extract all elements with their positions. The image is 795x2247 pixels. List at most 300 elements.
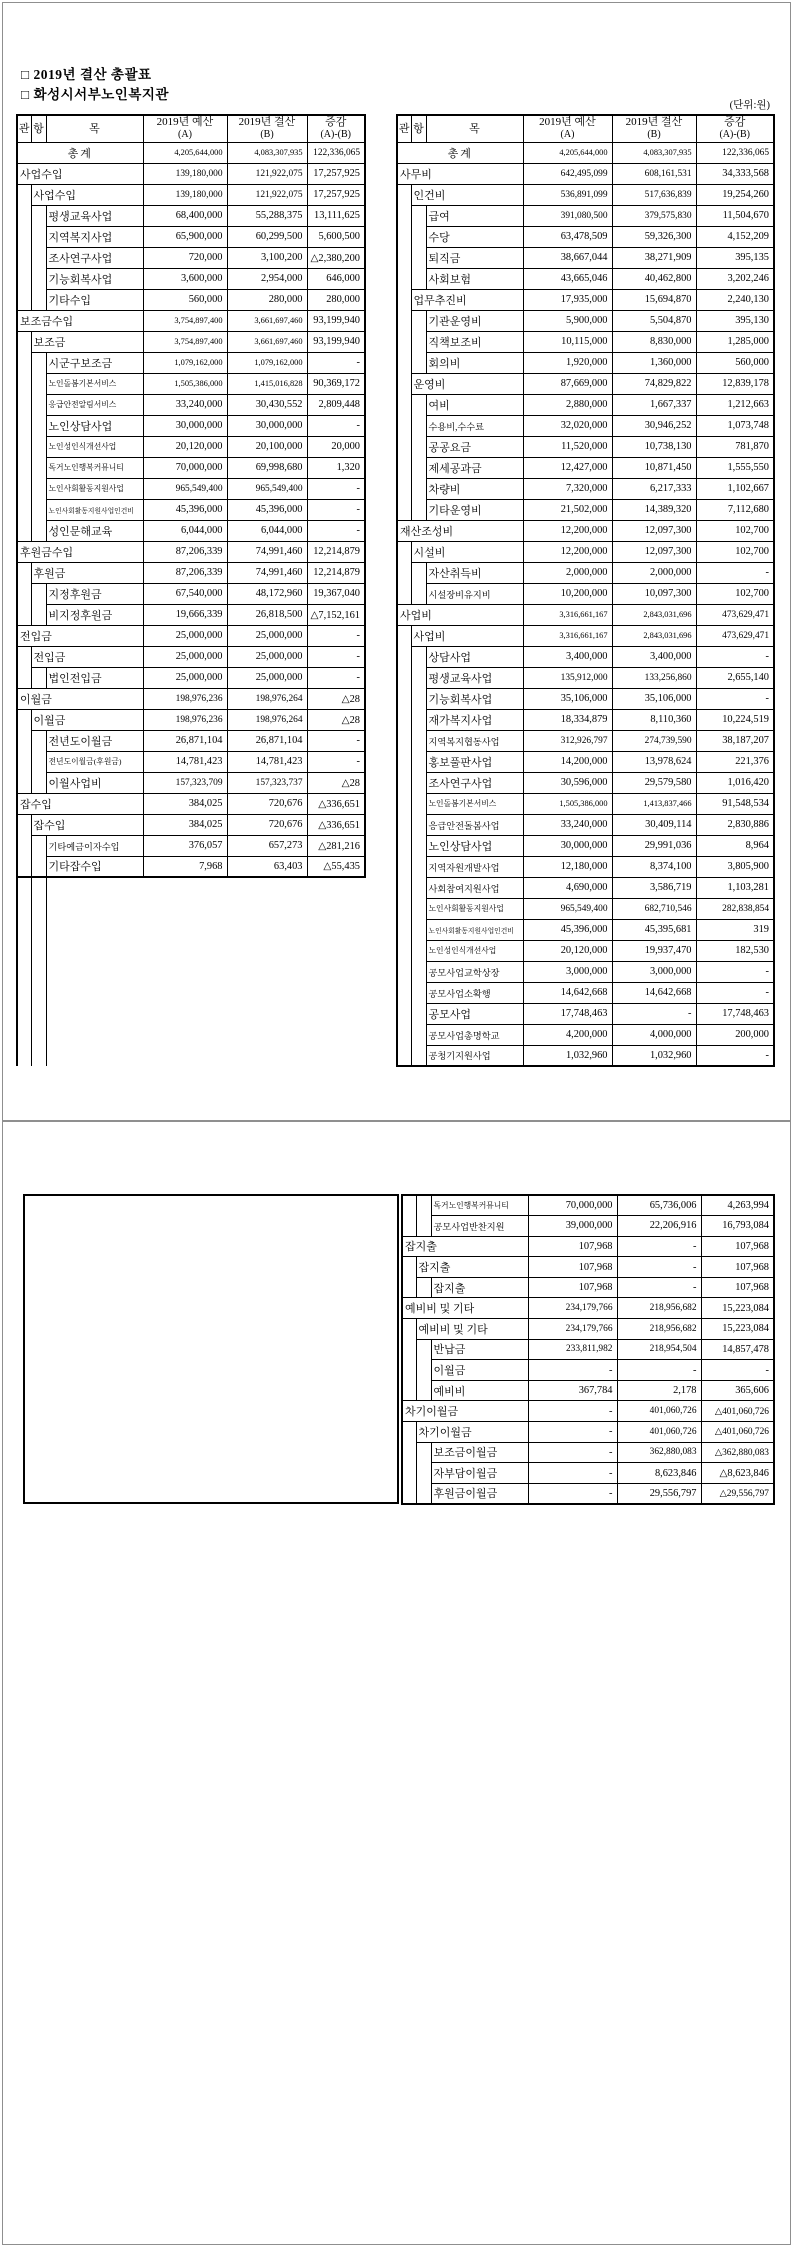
table-row	[402, 1339, 774, 1360]
table-row	[17, 709, 365, 730]
title-block	[21, 65, 169, 105]
row-label-mok: 법인전입금	[46, 667, 143, 688]
table-row	[402, 1319, 774, 1340]
settlement-cell: 2,843,031,696	[612, 625, 696, 646]
table-row	[17, 205, 365, 226]
settlement-cell: 1,415,016,828	[227, 373, 307, 394]
diff-cell: 1,016,420	[696, 772, 774, 793]
settlement-cell: -	[612, 1003, 696, 1024]
diff-cell: 473,629,471	[696, 604, 774, 625]
table-row	[397, 961, 774, 982]
hang-spacer-cell	[416, 1339, 431, 1401]
diff-cell: △362,880,083	[701, 1442, 774, 1463]
diff-cell: 1,212,663	[696, 394, 774, 415]
settlement-cell: 22,206,916	[617, 1216, 701, 1237]
budget-cell: 18,334,879	[523, 709, 612, 730]
settlement-cell: 198,976,264	[227, 688, 307, 709]
hang-spacer-cell	[31, 835, 46, 877]
row-label-mok: 기능회복사업	[46, 268, 143, 289]
row-label-mok: 급여	[426, 205, 523, 226]
settlement-cell: 218,956,682	[617, 1319, 701, 1340]
diff-cell: 102,700	[696, 583, 774, 604]
row-label-hang: 인건비	[411, 184, 523, 205]
diff-cell: 395,135	[696, 247, 774, 268]
diff-cell: -	[696, 562, 774, 583]
gwan-spacer-cell	[402, 1422, 416, 1504]
settlement-cell: 218,956,682	[617, 1298, 701, 1319]
settlement-cell: 65,736,006	[617, 1195, 701, 1216]
budget-cell: 45,396,000	[143, 499, 227, 520]
settlement-cell: 1,667,337	[612, 394, 696, 415]
diff-cell: 38,187,207	[696, 730, 774, 751]
table-row	[17, 814, 365, 835]
settlement-cell: 14,642,668	[612, 982, 696, 1003]
row-label-mok: 기타수입	[46, 289, 143, 310]
row-label-mok: 노인상담사업	[46, 415, 143, 436]
settlement-cell: 682,710,546	[612, 898, 696, 919]
table-row	[17, 415, 365, 436]
table-row	[17, 625, 365, 646]
settlement-cell: 60,299,500	[227, 226, 307, 247]
table-row	[402, 1298, 774, 1319]
diff-cell: 8,964	[696, 835, 774, 856]
budget-cell: 45,396,000	[523, 919, 612, 940]
settlement-cell: 20,100,000	[227, 436, 307, 457]
table-row	[397, 751, 774, 772]
budget-cell: 30,000,000	[143, 415, 227, 436]
diff-cell: 3,202,246	[696, 268, 774, 289]
settlement-cell: 74,829,822	[612, 373, 696, 394]
gwan-spacer-cell	[17, 646, 31, 688]
income-table-empty-extension	[16, 876, 364, 1066]
hang-spacer-cell	[411, 394, 426, 520]
table-row	[397, 646, 774, 667]
table-row	[397, 226, 774, 247]
diff-cell: 19,367,040	[307, 583, 365, 604]
settlement-cell: 274,739,590	[612, 730, 696, 751]
row-label-mok: 공모사업교학상장	[426, 961, 523, 982]
table-row	[397, 499, 774, 520]
table-row	[17, 142, 365, 163]
row-label-mok: 노인성인식개선사업	[426, 940, 523, 961]
settlement-cell: 12,097,300	[612, 541, 696, 562]
settlement-cell: 157,323,737	[227, 772, 307, 793]
table-row	[17, 247, 365, 268]
hang-spacer-cell	[31, 667, 46, 688]
hang-column-line	[46, 876, 47, 1066]
settlement-cell: 517,636,839	[612, 184, 696, 205]
diff-cell: 17,257,925	[307, 184, 365, 205]
budget-cell: 25,000,000	[143, 667, 227, 688]
diff-cell: △28	[307, 709, 365, 730]
budget-cell: 384,025	[143, 793, 227, 814]
settlement-cell: 1,413,837,466	[612, 793, 696, 814]
diff-cell: -	[307, 625, 365, 646]
settlement-cell: 30,409,114	[612, 814, 696, 835]
diff-cell: -	[307, 499, 365, 520]
settlement-cell: 35,106,000	[612, 688, 696, 709]
table-row	[397, 898, 774, 919]
budget-cell: 68,400,000	[143, 205, 227, 226]
diff-cell: 1,555,550	[696, 457, 774, 478]
col-header-gwan: 관	[17, 115, 31, 142]
table-row	[17, 352, 365, 373]
budget-cell: 7,968	[143, 856, 227, 877]
gwan-spacer-cell	[17, 709, 31, 793]
budget-cell: 642,495,099	[523, 163, 612, 184]
budget-cell: 3,754,897,400	[143, 310, 227, 331]
diff-cell: 107,968	[701, 1277, 774, 1298]
settlement-cell: 121,922,075	[227, 184, 307, 205]
row-label-mok: 공모사업반찬지원	[431, 1216, 528, 1237]
table-row	[17, 226, 365, 247]
row-label-mok: 노인상담사업	[426, 835, 523, 856]
table-row	[17, 646, 365, 667]
table-row	[397, 373, 774, 394]
budget-cell: 1,505,386,000	[523, 793, 612, 814]
row-label-mok: 비지정후원금	[46, 604, 143, 625]
diff-cell: 3,805,900	[696, 856, 774, 877]
budget-cell: 1,032,960	[523, 1045, 612, 1066]
row-label-hang: 시설비	[411, 541, 523, 562]
settlement-cell: 2,000,000	[612, 562, 696, 583]
diff-cell: -	[307, 730, 365, 751]
diff-cell: 107,968	[701, 1236, 774, 1257]
row-label-hang: 잡지출	[416, 1257, 528, 1278]
table-row	[397, 415, 774, 436]
gwan-spacer-cell	[397, 625, 411, 1066]
table-row	[17, 667, 365, 688]
row-label-mok: 독거노인행복커뮤니티	[431, 1195, 528, 1216]
budget-cell: 965,549,400	[523, 898, 612, 919]
budget-cell: 17,748,463	[523, 1003, 612, 1024]
settlement-cell: 30,000,000	[227, 415, 307, 436]
settlement-cell: 29,991,036	[612, 835, 696, 856]
budget-cell: 32,020,000	[523, 415, 612, 436]
row-label-mok: 노인돌봄기본서비스	[46, 373, 143, 394]
diff-cell: -	[696, 646, 774, 667]
settlement-cell: 74,991,460	[227, 541, 307, 562]
settlement-cell: 8,374,100	[612, 856, 696, 877]
table-row	[17, 751, 365, 772]
budget-cell: 234,179,766	[528, 1298, 617, 1319]
budget-cell: -	[528, 1463, 617, 1484]
settlement-cell: 25,000,000	[227, 625, 307, 646]
col-header-settlement: 2019년 결산 (B)	[612, 115, 696, 142]
diff-cell: 221,376	[696, 751, 774, 772]
row-label-mok: 조사연구사업	[426, 772, 523, 793]
row-label-mok: 회의비	[426, 352, 523, 373]
budget-cell: -	[528, 1360, 617, 1381]
row-label-mok: 반납금	[431, 1339, 528, 1360]
row-label-mok: 홍보풀판사업	[426, 751, 523, 772]
row-label-mok: 노인돌봄기본서비스	[426, 793, 523, 814]
diff-cell: -	[307, 667, 365, 688]
diff-cell: △28	[307, 772, 365, 793]
table-row	[402, 1483, 774, 1504]
settlement-cell: 45,395,681	[612, 919, 696, 940]
row-label-mok: 지역복지사업	[46, 226, 143, 247]
budget-cell: 107,968	[528, 1236, 617, 1257]
diff-cell: 4,152,209	[696, 226, 774, 247]
col-header-hang: 항	[411, 115, 426, 142]
budget-cell: 107,968	[528, 1257, 617, 1278]
col-header-hang: 항	[31, 115, 46, 142]
row-label-total: 총계	[397, 142, 523, 163]
settlement-cell: 3,000,000	[612, 961, 696, 982]
row-label-mok: 수당	[426, 226, 523, 247]
gwan-spacer-cell	[402, 1319, 416, 1401]
table-row	[17, 436, 365, 457]
row-label-gwan: 사업수입	[17, 163, 143, 184]
hang-spacer-cell	[31, 583, 46, 625]
settlement-cell: 720,676	[227, 814, 307, 835]
table-row	[397, 982, 774, 1003]
settlement-cell: 69,998,680	[227, 457, 307, 478]
row-label-gwan: 사업비	[397, 604, 523, 625]
diff-cell: 20,000	[307, 436, 365, 457]
budget-cell: 234,179,766	[528, 1319, 617, 1340]
settlement-cell: 3,661,697,460	[227, 331, 307, 352]
row-label-hang: 보조금	[31, 331, 143, 352]
diff-cell: 90,369,172	[307, 373, 365, 394]
budget-cell: 3,600,000	[143, 268, 227, 289]
diff-cell: -	[696, 688, 774, 709]
diff-cell: 12,214,879	[307, 562, 365, 583]
table-row	[17, 520, 365, 541]
row-label-mok: 기타잡수입	[46, 856, 143, 877]
diff-cell: -	[696, 982, 774, 1003]
budget-cell: 560,000	[143, 289, 227, 310]
row-label-mok: 공모사업	[426, 1003, 523, 1024]
table-row	[397, 352, 774, 373]
table-row	[402, 1422, 774, 1443]
budget-cell: 43,665,046	[523, 268, 612, 289]
table-row	[402, 1236, 774, 1257]
settlement-cell: 14,389,320	[612, 499, 696, 520]
budget-cell: 38,667,044	[523, 247, 612, 268]
row-label-mok: 차량비	[426, 478, 523, 499]
diff-cell: △401,060,726	[701, 1422, 774, 1443]
budget-cell: 157,323,709	[143, 772, 227, 793]
table-row	[397, 457, 774, 478]
hang-spacer-cell	[411, 205, 426, 289]
table-row	[397, 772, 774, 793]
row-label-mok: 제세공과금	[426, 457, 523, 478]
row-label-mok: 노인성인식개선사업	[46, 436, 143, 457]
settlement-cell: 25,000,000	[227, 646, 307, 667]
diff-cell: 4,263,994	[701, 1195, 774, 1216]
settlement-cell: 3,400,000	[612, 646, 696, 667]
hang-spacer-cell	[31, 352, 46, 541]
table-row	[17, 499, 365, 520]
diff-cell: 2,830,886	[696, 814, 774, 835]
row-label-mok: 성인문해교육	[46, 520, 143, 541]
budget-cell: 139,180,000	[143, 163, 227, 184]
settlement-cell: 8,110,360	[612, 709, 696, 730]
table-row	[397, 310, 774, 331]
settlement-cell: 40,462,800	[612, 268, 696, 289]
budget-cell: 12,200,000	[523, 541, 612, 562]
row-label-mok: 평생교육사업	[426, 667, 523, 688]
row-label-hang: 전입금	[31, 646, 143, 667]
settlement-cell: -	[617, 1257, 701, 1278]
row-label-mok: 공공요금	[426, 436, 523, 457]
diff-cell: 122,336,065	[696, 142, 774, 163]
row-label-mok: 이월금	[431, 1360, 528, 1381]
budget-cell: 7,320,000	[523, 478, 612, 499]
settlement-cell: 121,922,075	[227, 163, 307, 184]
budget-cell: 10,115,000	[523, 331, 612, 352]
budget-cell: 198,976,236	[143, 688, 227, 709]
settlement-cell: 280,000	[227, 289, 307, 310]
row-label-mok: 시군구보조금	[46, 352, 143, 373]
budget-cell: 33,240,000	[523, 814, 612, 835]
budget-cell: 3,400,000	[523, 646, 612, 667]
table-row	[17, 310, 365, 331]
budget-cell: 5,900,000	[523, 310, 612, 331]
settlement-cell: 133,256,860	[612, 667, 696, 688]
diff-cell: 13,111,625	[307, 205, 365, 226]
row-label-mok: 자산취득비	[426, 562, 523, 583]
budget-cell: 233,811,982	[528, 1339, 617, 1360]
diff-cell: △29,556,797	[701, 1483, 774, 1504]
budget-cell: 35,106,000	[523, 688, 612, 709]
row-label-mok: 수용비,수수료	[426, 415, 523, 436]
hang-spacer-cell	[416, 1442, 431, 1504]
table-row	[397, 604, 774, 625]
budget-cell: 3,316,661,167	[523, 604, 612, 625]
col-header-settlement: 2019년 결산 (B)	[227, 115, 307, 142]
budget-cell: 87,206,339	[143, 541, 227, 562]
budget-cell: -	[528, 1442, 617, 1463]
budget-cell: 312,926,797	[523, 730, 612, 751]
row-label-mok: 사회참여지원사업	[426, 877, 523, 898]
settlement-cell: 3,661,697,460	[227, 310, 307, 331]
settlement-cell: 4,083,307,935	[612, 142, 696, 163]
table-row	[402, 1401, 774, 1422]
row-label-gwan: 재산조성비	[397, 520, 523, 541]
settlement-cell: 1,079,162,000	[227, 352, 307, 373]
row-label-hang: 이월금	[31, 709, 143, 730]
row-label-mok: 노인사회활동지원사업인건비	[46, 499, 143, 520]
gwan-spacer-cell	[397, 541, 411, 604]
row-label-mok: 재가복지사업	[426, 709, 523, 730]
row-label-mok: 지정후원금	[46, 583, 143, 604]
budget-cell: 10,200,000	[523, 583, 612, 604]
table-row	[397, 940, 774, 961]
diff-cell: 19,254,260	[696, 184, 774, 205]
row-label-mok: 기타예금이자수입	[46, 835, 143, 856]
budget-cell: 25,000,000	[143, 625, 227, 646]
row-label-mok: 기관운영비	[426, 310, 523, 331]
table-row	[397, 625, 774, 646]
budget-cell: 25,000,000	[143, 646, 227, 667]
budget-cell: 3,000,000	[523, 961, 612, 982]
diff-cell: △8,623,846	[701, 1463, 774, 1484]
budget-cell: 4,205,644,000	[143, 142, 227, 163]
budget-cell: 65,900,000	[143, 226, 227, 247]
diff-cell: 34,333,568	[696, 163, 774, 184]
settlement-cell: 2,843,031,696	[612, 604, 696, 625]
col-header-budget: 2019년 예산 (A)	[143, 115, 227, 142]
budget-cell: 4,690,000	[523, 877, 612, 898]
diff-cell: 280,000	[307, 289, 365, 310]
budget-cell: 21,502,000	[523, 499, 612, 520]
settlement-cell: 59,326,300	[612, 226, 696, 247]
diff-cell: 93,199,940	[307, 331, 365, 352]
table-row	[402, 1360, 774, 1381]
budget-cell: 1,920,000	[523, 352, 612, 373]
doc-subtitle: □ 화성시서부노인복지관	[21, 87, 169, 102]
table-row	[397, 268, 774, 289]
budget-cell: 12,180,000	[523, 856, 612, 877]
table-row	[17, 856, 365, 877]
page-1	[2, 2, 791, 1121]
settlement-cell: 13,978,624	[612, 751, 696, 772]
budget-cell: 2,000,000	[523, 562, 612, 583]
table-row	[397, 1024, 774, 1045]
budget-cell: 39,000,000	[528, 1216, 617, 1237]
row-label-mok: 공청기지원사업	[426, 1045, 523, 1066]
table-row	[17, 772, 365, 793]
row-label-mok: 상담사업	[426, 646, 523, 667]
budget-cell: 198,976,236	[143, 709, 227, 730]
row-label-mok: 예비비	[431, 1380, 528, 1401]
row-label-hang: 후원금	[31, 562, 143, 583]
income-settlement-table	[16, 114, 366, 878]
diff-cell: △2,380,200	[307, 247, 365, 268]
row-label-mok: 응급안전알림서비스	[46, 394, 143, 415]
budget-cell: -	[528, 1422, 617, 1443]
budget-cell: 87,669,000	[523, 373, 612, 394]
row-label-hang: 사업비	[411, 625, 523, 646]
diff-cell: 10,224,519	[696, 709, 774, 730]
diff-cell: 182,530	[696, 940, 774, 961]
diff-cell: 16,793,084	[701, 1216, 774, 1237]
header-row	[397, 115, 774, 142]
settlement-cell: 657,273	[227, 835, 307, 856]
settlement-cell: 401,060,726	[617, 1401, 701, 1422]
row-label-mok: 공모사업총명학교	[426, 1024, 523, 1045]
budget-cell: 3,754,897,400	[143, 331, 227, 352]
settlement-cell: 8,623,846	[617, 1463, 701, 1484]
table-row	[397, 205, 774, 226]
row-label-mok: 보조금이월금	[431, 1442, 528, 1463]
hang-spacer-cell	[416, 1195, 431, 1236]
settlement-cell: 218,954,504	[617, 1339, 701, 1360]
diff-cell: 1,073,748	[696, 415, 774, 436]
settlement-cell: 720,676	[227, 793, 307, 814]
table-row	[402, 1257, 774, 1278]
diff-cell: 282,838,854	[696, 898, 774, 919]
budget-cell: 20,120,000	[523, 940, 612, 961]
row-label-hang: 업무추진비	[411, 289, 523, 310]
table-row	[17, 688, 365, 709]
settlement-cell: 3,100,200	[227, 247, 307, 268]
table-row	[402, 1216, 774, 1237]
budget-cell: 30,000,000	[523, 835, 612, 856]
table-row	[402, 1442, 774, 1463]
budget-cell: 30,596,000	[523, 772, 612, 793]
diff-cell: 7,112,680	[696, 499, 774, 520]
gwan-spacer-cell	[17, 184, 31, 310]
budget-cell: 17,935,000	[523, 289, 612, 310]
table-row	[397, 247, 774, 268]
diff-cell: 107,968	[701, 1257, 774, 1278]
budget-cell: 11,520,000	[523, 436, 612, 457]
table-row	[397, 709, 774, 730]
